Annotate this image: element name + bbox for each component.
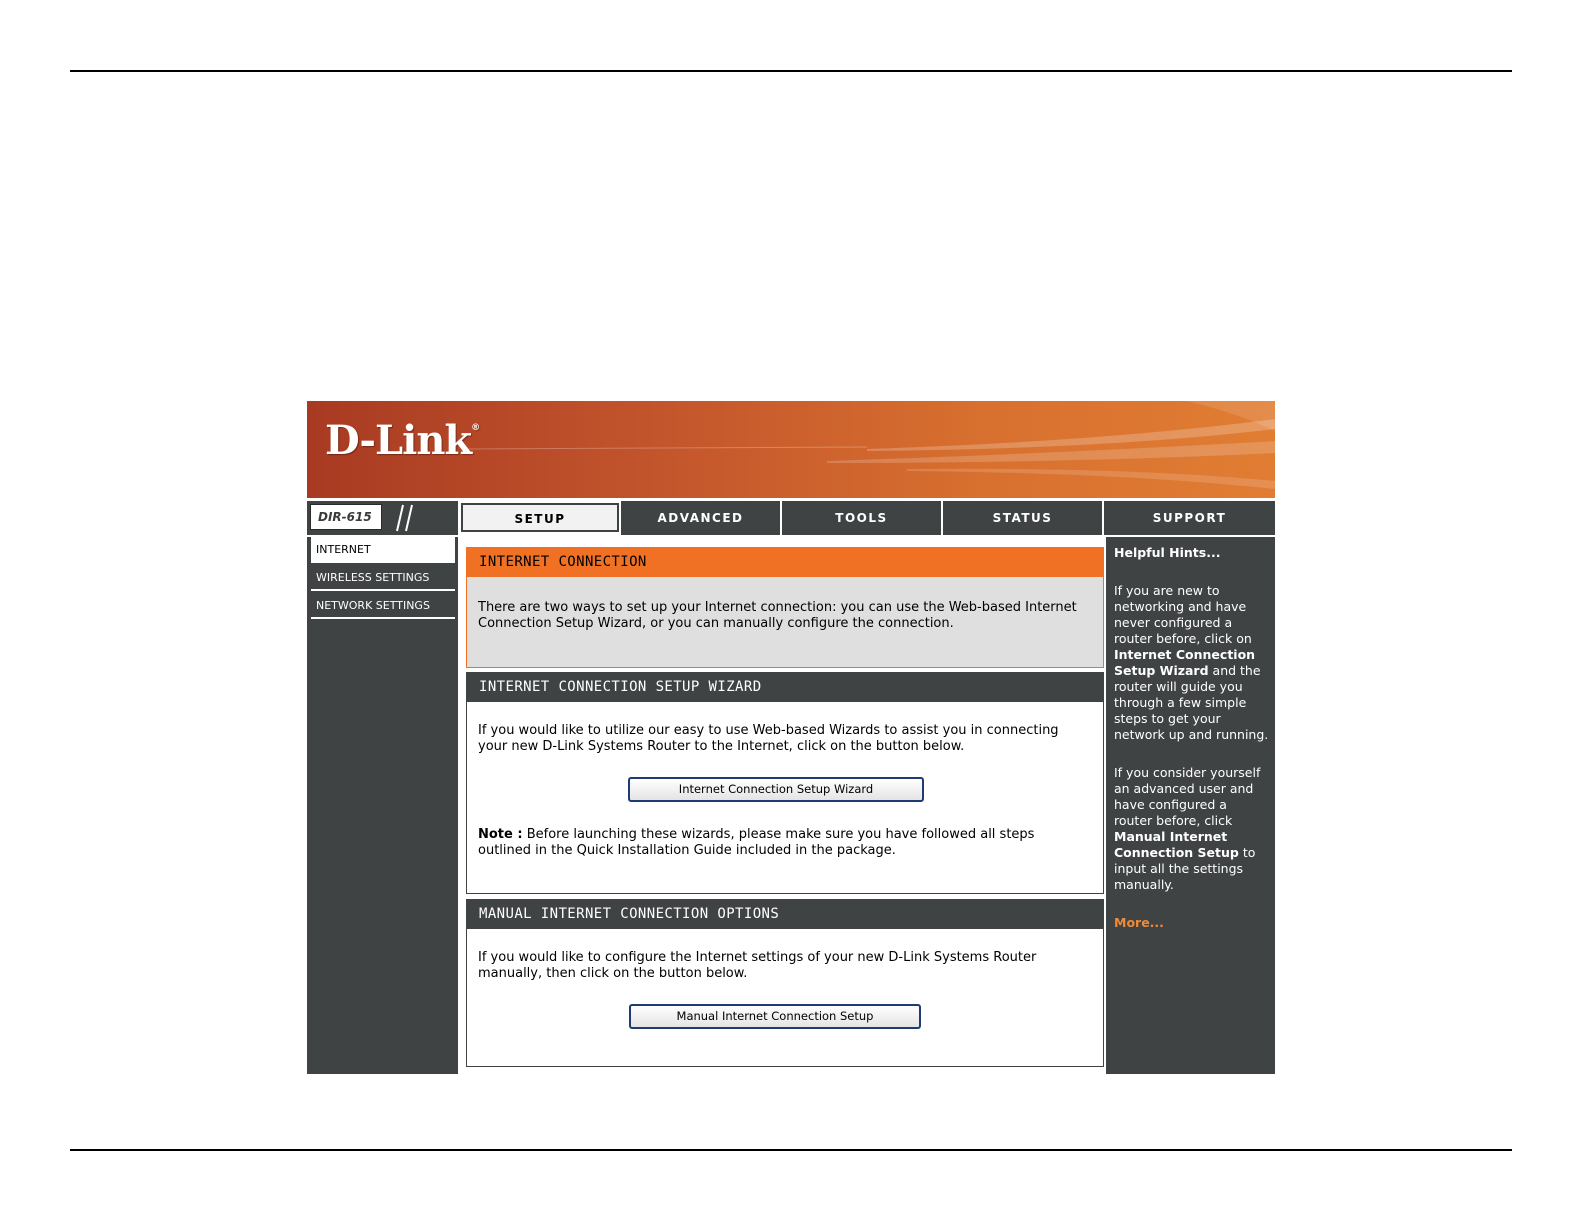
note-text: Before launching these wizards, please make sure you have followed all steps outlined in the Quick Installation Guide included in the package. <box>478 827 1035 858</box>
internet-connection-section <box>466 547 1104 668</box>
router-web-ui <box>307 401 1275 1074</box>
model-badge <box>307 501 458 535</box>
sidebar-item-network-settings[interactable]: NETWORK SETTINGS <box>311 593 455 619</box>
left-sidebar <box>307 537 458 1074</box>
wizard-note <box>478 827 1090 859</box>
more-link[interactable]: More... <box>1114 915 1164 930</box>
header-banner <box>307 401 1275 498</box>
manual-connection-section <box>466 899 1104 1067</box>
tab-tools[interactable]: TOOLS <box>780 501 941 535</box>
tab-advanced[interactable]: ADVANCED <box>619 501 780 535</box>
section-title: MANUAL INTERNET CONNECTION OPTIONS <box>467 900 1103 929</box>
dlink-logo: D-Link® <box>325 417 480 464</box>
hint-paragraph-advanced-user: If you consider yourself an advanced user and have configured a router before, click Manual Internet Connection Setup to input all the settings manually. <box>1114 765 1261 892</box>
slashes-icon <box>389 503 419 533</box>
section-description: If you would like to utilize our easy to use Web-based Wizards to assist you in connecting your new D-Link Systems Router to the Internet, click on the button below. <box>478 723 1059 754</box>
page-top-rule <box>70 70 1512 72</box>
tab-support[interactable]: SUPPORT <box>1102 501 1275 535</box>
note-label: Note : <box>478 827 523 842</box>
tab-setup[interactable]: SETUP <box>458 501 619 535</box>
setup-wizard-section <box>466 672 1104 894</box>
manual-setup-button[interactable]: Manual Internet Connection Setup <box>629 1004 921 1029</box>
section-description: There are two ways to set up your Internet connection: you can use the Web-based Internet Connection Setup Wizard, or you can manually configure the connection. <box>478 600 1077 631</box>
model-label: DIR-615 <box>310 504 382 530</box>
tab-status[interactable]: STATUS <box>941 501 1102 535</box>
helpful-hints-panel <box>1104 537 1275 1074</box>
section-title: INTERNET CONNECTION <box>467 548 1103 577</box>
hint-paragraph-new-user: If you are new to networking and have never configured a router before, click on Internet Connection Setup Wizard and the router will guide you through a few simple steps to get your network up and running. <box>1114 583 1269 742</box>
page-bottom-rule <box>70 1149 1512 1151</box>
section-description: If you would like to configure the Internet settings of your new D-Link Systems Router manually, then click on the button below. <box>478 950 1037 981</box>
section-title: INTERNET CONNECTION SETUP WIZARD <box>467 673 1103 702</box>
sidebar-item-internet[interactable]: INTERNET <box>311 537 455 563</box>
sidebar-item-wireless-settings[interactable]: WIRELESS SETTINGS <box>311 565 455 591</box>
setup-wizard-button[interactable]: Internet Connection Setup Wizard <box>628 777 924 802</box>
main-content <box>458 537 1104 1074</box>
hints-title: Helpful Hints... <box>1114 545 1221 560</box>
top-nav <box>307 501 1275 535</box>
